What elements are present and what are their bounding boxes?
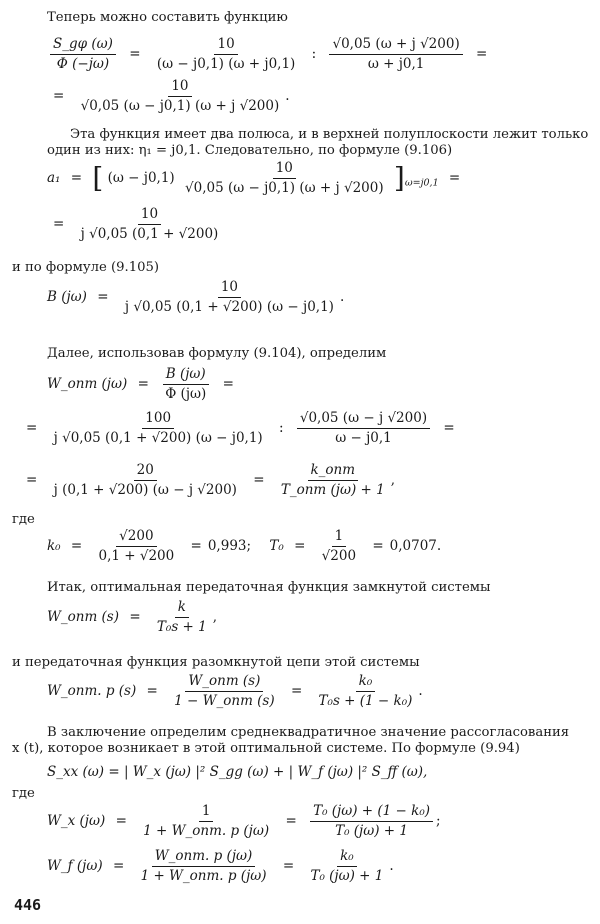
Wopt3-fraction-2: [278, 462, 388, 499]
eq1-fraction-2: [329, 36, 462, 73]
eq1-fraction-1: [154, 36, 298, 73]
a1-res-den: j √0,05 (0,1 + √200): [80, 226, 219, 242]
where-1: где: [12, 512, 35, 527]
B-num: 10: [218, 279, 241, 298]
T0-fraction: [319, 528, 359, 565]
T0-value: 0,0707.: [389, 538, 442, 554]
Wf-f2-den: T₀ (jω) + 1: [310, 868, 384, 884]
Wopt3-f2-den: T_опт (jω) + 1: [280, 482, 385, 498]
paragraph-5: и передаточная функция разомкнутой цепи этой системы: [12, 655, 420, 670]
equation-B: B (jω) = $\frac{10}{j √0,05 (0,1 + √200) (\omega - j0,1)}$ .: [47, 279, 345, 315]
equation-1: $\frac{S\_g\varphi (\omega)}{\Phi (-j\omega)}$ = $\frac{10}{(\omega - j0,1) (\omega + j0,1)}$ : $\frac{√0,05 (\omega + j √200)}{\omega + j0,1}$ =: [47, 36, 493, 73]
equation-Wx: W_x (jω) = $\frac{1}{\text{1 + W\_опт. р (jω)}}$ = $\frac{\text{T₀ (jω) + (1 − k₀)}}{\text{T₀ (jω) + 1}}$ ;: [47, 803, 441, 839]
paragraph-1-line-1: Эта функция имеет два полюса, и в верхней полуплоскости лежит только: [70, 127, 589, 142]
Wopr-f2-num: k₀: [356, 673, 376, 692]
paragraph-6-line-1: В заключение определим среднеквадратичное значение рассогласования: [47, 725, 570, 740]
Wopts-den: T₀s + 1: [156, 619, 207, 635]
k0-lhs: k₀: [47, 538, 61, 554]
eq1-f1-num: 10: [214, 36, 237, 55]
B-lhs: B (jω): [47, 289, 87, 305]
intro-text: Теперь можно составить функцию: [47, 10, 288, 25]
equation-Wopt-2: = $\frac{100}{j √0,05 (0,1 + √200) (\omega - j0,1)}$ : $\frac{√0,05 (\omega - j √200)}{\omega - j0,1}$ =: [26, 410, 455, 446]
Wopr-lhs: W_опт. р (s): [47, 683, 137, 699]
Wopt2-fraction-1: [51, 410, 266, 447]
a1-res-num: 10: [138, 206, 161, 225]
page-number: 446: [14, 896, 42, 914]
Wopt-den: Φ (jω): [165, 386, 207, 402]
Wf-fraction-2: [307, 848, 386, 885]
Wopr-f1-den: 1 − W_опт (s): [174, 693, 275, 709]
equation-Wopt-s: W_опт (s) = $\frac{k}{\text{T₀s + 1}}$ ,: [47, 599, 218, 635]
equation-Wopt: W_опт (jω) = $\frac{B (j\omega)}{\Phi (j\omega)}$ =: [47, 366, 234, 402]
a1-num: 10: [273, 160, 296, 179]
T0-den: √200: [321, 548, 357, 564]
Wopt2-f1-num: 100: [142, 410, 174, 429]
Wopts-fraction: [154, 599, 210, 636]
Wf-lhs: W_f (jω): [47, 858, 103, 874]
a1-den: √0,05 (ω − j0,1) (ω + j √200): [185, 180, 384, 196]
eq1-lhs-den: Φ (−jω): [56, 56, 110, 72]
a1-subscript: ω=j0,1: [404, 177, 439, 189]
paragraph-3: Далее, использовав формулу (9.104), определим: [47, 346, 387, 361]
eq1-f2-num: √0,05 (ω + j √200): [329, 36, 462, 55]
equation-Wopr-s: W_опт. р (s) = $\frac{\text{W\_опт (s)}}{\text{1 − W\_опт (s)}}$ = $\frac{\text{k₀}}{\text{T₀s + (1 − k₀)}}$ .: [47, 673, 423, 709]
eq2-den: √0,05 (ω − j0,1) (ω + j √200): [80, 98, 280, 114]
Wopt3-f1-den: j (0,1 + √200) (ω − j √200): [53, 482, 237, 498]
eq2-fraction: [78, 78, 283, 115]
a1-fraction: [182, 160, 387, 197]
equation-2: = $\frac{10}{√0,05 (\omega - j0,1) (\omega + j √200)}$ .: [53, 78, 290, 114]
Wx-f1-den: 1 + W_опт. р (jω): [143, 823, 270, 839]
Wx-fraction-2: [310, 803, 433, 840]
Wopts-lhs: W_опт (s): [47, 609, 120, 625]
k0-value: 0,993;: [207, 538, 252, 554]
Wx-f1-num: 1: [199, 803, 214, 822]
a1-lhs: a₁: [47, 170, 61, 186]
Wx-f2-num: T₀ (jω) + (1 − k₀): [310, 803, 433, 822]
B-den: j √0,05 (0,1 + √200) (ω − j0,1): [124, 299, 334, 315]
Wopt2-f2-num: √0,05 (ω − j √200): [297, 410, 430, 429]
k0-num: √200: [116, 528, 156, 547]
Wopt2-f1-den: j √0,05 (0,1 + √200) (ω − j0,1): [53, 430, 263, 446]
Wf-f1-num: W_опт. р (jω): [152, 848, 256, 867]
equation-Sxx: S_xx (ω) = | W_x (jω) |² S_gg (ω) + | W_f (jω) |² S_ff (ω),: [47, 764, 428, 780]
T0-lhs: T₀: [269, 538, 284, 554]
paragraph-2: и по формуле (9.105): [12, 260, 160, 275]
Wopt-lhs: W_опт (jω): [47, 376, 128, 392]
Wopt3-fraction-1: [51, 462, 240, 499]
T0-num: 1: [332, 528, 347, 547]
equation-Wopt-3: = $\frac{20}{j (0,1 + √200) (\omega - j √200)}$ = $\frac{\text{k\_опт}}{\text{T\_опт (jω) + 1}}$ ,: [26, 462, 396, 498]
Wf-f1-den: 1 + W_опт. р (jω): [140, 868, 267, 884]
eq1-lhs-num: S_gφ (ω): [50, 36, 116, 55]
Wopt2-fraction-2: [297, 410, 430, 447]
equation-a1: a₁ = [ (ω − j0,1) $\frac{10}{√0,05 (\omega - j0,1) (\omega + j √200)}$ ]$_{\omega=j0,1}$ =: [47, 160, 461, 196]
Wx-fraction-1: [140, 803, 272, 840]
k0-fraction: [96, 528, 178, 565]
Wopt-fraction: [162, 366, 209, 403]
equation-k0-T0: k₀ = $\frac{√200}{0,1 + √200}$ = 0,993; T₀ = $\frac{1}{√200}$ = 0,0707.: [47, 528, 442, 564]
where-2: где: [12, 786, 35, 801]
Wx-f2-den: T₀ (jω) + 1: [335, 823, 408, 839]
Wf-fraction-1: [138, 848, 270, 885]
Wopt3-f2-num: k_опт: [308, 462, 359, 481]
paragraph-1-line-2: один из них: η₁ = j0,1. Следовательно, по формуле (9.106): [47, 143, 453, 158]
eq2-num: 10: [168, 78, 191, 97]
eq1-f2-den: ω + j0,1: [367, 56, 425, 72]
paragraph-4: Итак, оптимальная передаточная функция замкнутой системы: [47, 580, 491, 595]
Wopt3-f1-num: 20: [134, 462, 157, 481]
Wopt-num: B (jω): [163, 366, 209, 385]
eq1-lhs: [50, 36, 116, 73]
Wx-lhs: W_x (jω): [47, 813, 106, 829]
equation-a1-result: = $\frac{10}{j √0,05 (0,1 + √200)}$: [47, 206, 224, 243]
a1-factor: (ω − j0,1): [107, 170, 175, 186]
paragraph-6-line-2: x (t), которое возникает в этой оптимальной системе. По формуле (9.94): [12, 741, 520, 756]
Wopr-f1-num: W_опт (s): [185, 673, 263, 692]
Wf-f2-num: k₀: [337, 848, 357, 867]
Wopr-fraction-2: [316, 673, 416, 710]
Wopt2-f2-den: ω − j0,1: [335, 430, 392, 446]
Wopts-num: k: [175, 599, 189, 618]
eq1-f1-den: (ω − j0,1) (ω + j0,1): [156, 56, 296, 72]
equation-Wf: W_f (jω) = $\frac{\text{W\_опт. р (jω)}}{\text{1 + W\_опт. р (jω)}}$ = $\frac{\text{k₀}}{\text{T₀ (jω) + 1}}$ .: [47, 848, 394, 884]
Wopr-f2-den: T₀s + (1 − k₀): [318, 693, 413, 709]
k0-den: 0,1 + √200: [98, 548, 175, 564]
Wopr-fraction-1: [171, 673, 278, 710]
B-fraction: [122, 279, 337, 316]
a1-result-fraction: [78, 206, 222, 243]
